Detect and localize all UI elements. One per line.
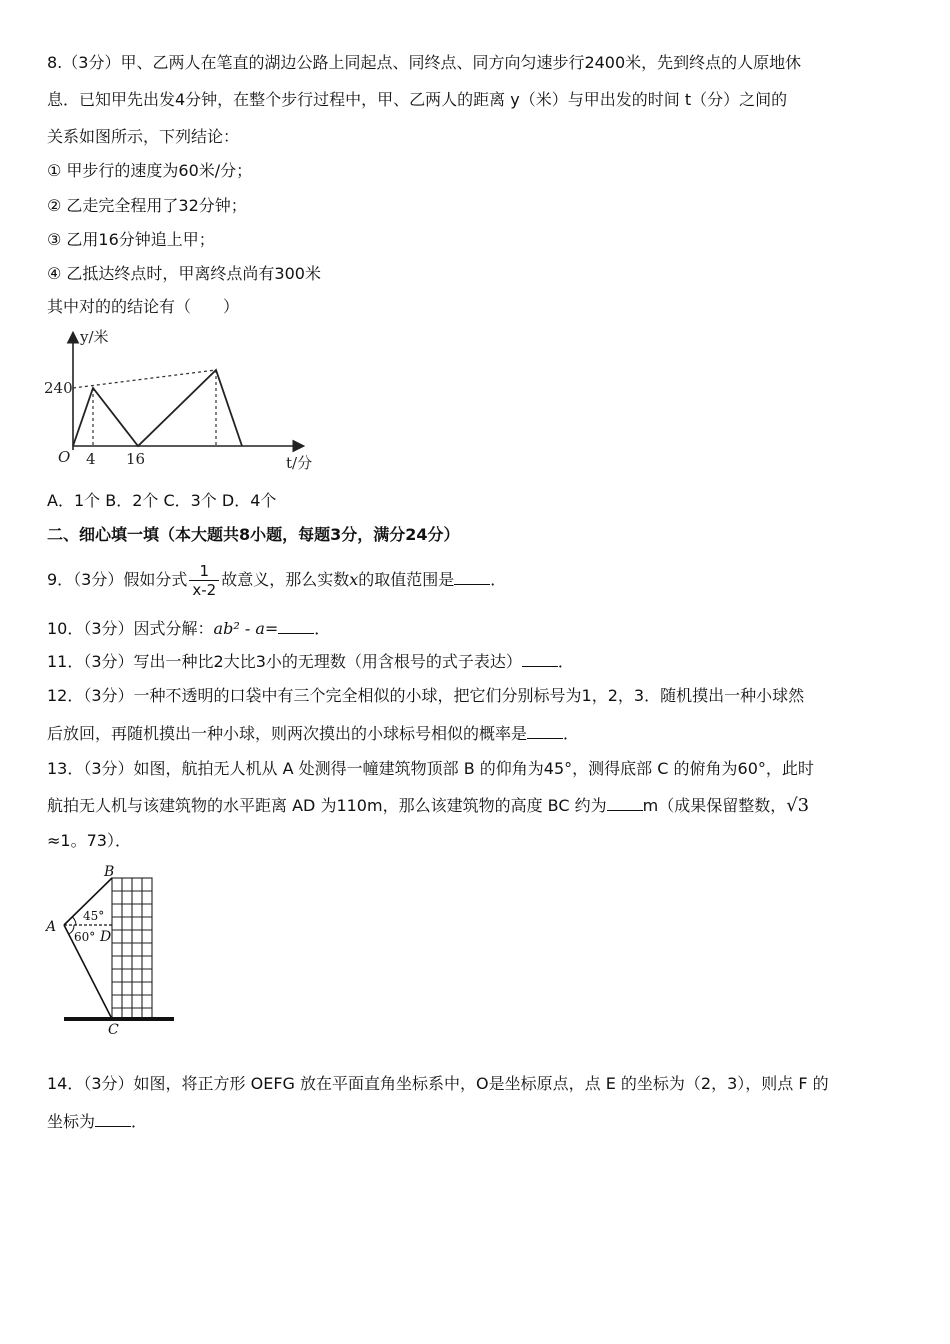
q13-line2 [47, 794, 809, 817]
dashed-240 [73, 370, 216, 388]
q10-answer-blank[interactable] [278, 617, 314, 634]
q9 [47, 562, 506, 599]
q13-line2b: m（成果保留整数， [642, 796, 787, 815]
q12-line1: 12．（3分）一种不透明的口袋中有三个完全相似的小球，把它们分别标号为1，2，3．随机摸出一种小球然 [47, 686, 805, 705]
section-2-title: 二、细心填一填（本大题共8小题，每题3分，满分24分） [47, 525, 460, 544]
label-d: D [100, 929, 112, 945]
sqrt-3: √3 [786, 795, 810, 816]
angle-45-label: 45° [83, 909, 105, 923]
y-axis-label: y/米 [80, 328, 109, 346]
q14-line1: 14．（3分）如图，将正方形 OEFG 放在平面直角坐标系中，O是坐标原点，点 E 的坐标为（2，3），则点 F 的 [47, 1074, 829, 1093]
q10-pre: 10．（3分）因式分解： [47, 619, 214, 638]
q9-fraction [189, 562, 219, 599]
origin-label: O [58, 448, 71, 466]
q8-prompt: 其中对的的结论有（ ） [47, 297, 240, 316]
q8-line3: 关系如图所示，下列结论： [47, 127, 240, 146]
q12-line2 [47, 722, 579, 745]
building-diagram [42, 862, 182, 1037]
q14-answer-blank[interactable] [95, 1110, 131, 1127]
q14-end: ． [131, 1112, 148, 1131]
q13-line3: ≈1。73）． [47, 831, 131, 850]
q11-text: 11．（3分）写出一种比2大比3小的无理数（用含根号的式子表达） [47, 652, 522, 671]
x-tick-16: 16 [126, 450, 146, 468]
q9-post: 的取值范围是 [358, 570, 455, 589]
q9-pre: 9．（3分）假如分式 [47, 570, 188, 589]
q9-end: ． [490, 570, 507, 589]
building-grid [112, 878, 152, 1018]
label-c: C [108, 1022, 119, 1037]
label-a: A [46, 919, 57, 935]
q8-choice-4: ④ 乙抵达终点时，甲离终点尚有300米 [47, 264, 321, 283]
x-axis-label: t/分 [286, 454, 313, 472]
distance-line [73, 370, 242, 446]
q9-numerator: 1 [189, 562, 219, 581]
q8-choice-3: ③ 乙用16分钟追上甲； [47, 230, 215, 249]
q9-mid: 故意义，那么实数 [221, 570, 350, 589]
q9-denominator: x-2 [192, 581, 217, 599]
q14-line2 [47, 1110, 147, 1133]
q13-line1: 13．（3分）如图，航拍无人机从 A 处测得一幢建筑物顶部 B 的仰角为45°，测得底部 C 的俯角为60°，此时 [47, 759, 814, 778]
angle-60-label: 60° [74, 930, 96, 944]
q12-line2-text: 后放回，再随机摸出一种小球，则两次摸出的小球标号相似的概率是 [47, 724, 528, 743]
q10 [47, 617, 330, 640]
q8-line1: 8.（3分）甲、乙两人在笔直的湖边公路上同起点、同终点、同方向匀速步行2400米，先到终点的人原地休 [47, 53, 802, 72]
x-tick-4: 4 [86, 450, 96, 468]
q10-end: ． [314, 619, 331, 638]
q12-answer-blank[interactable] [527, 722, 563, 739]
q13-line2-text: 航拍无人机与该建筑物的水平距离 AD 为110m，那么该建筑物的高度 BC 约为 [47, 796, 607, 815]
q8-choice-1: ① 甲步行的速度为60米/分； [47, 161, 253, 180]
q8-options: A．1个 B．2个 C．3个 D．4个 [47, 491, 277, 510]
label-b: B [104, 864, 115, 880]
q14-line2-text: 坐标为 [47, 1112, 96, 1131]
q12-end: ． [563, 724, 580, 743]
angle-arc-45 [73, 917, 77, 925]
q11 [47, 650, 574, 673]
y-tick-240: 240 [44, 379, 73, 397]
q11-end: ． [557, 652, 574, 671]
q13-answer-blank[interactable] [607, 794, 643, 811]
q9-var: x [349, 570, 359, 589]
q11-answer-blank[interactable] [522, 650, 558, 667]
q9-answer-blank[interactable] [454, 568, 490, 585]
distance-time-graph [40, 322, 330, 474]
q10-expr: ab² - a= [213, 619, 279, 638]
q8-choice-2: ② 乙走完全程用了32分钟； [47, 196, 247, 215]
q8-line2: 息．已知甲先出发4分钟，在整个步行过程中，甲、乙两人的距离 y（米）与甲出发的时间 t（分）之间的 [47, 90, 788, 109]
